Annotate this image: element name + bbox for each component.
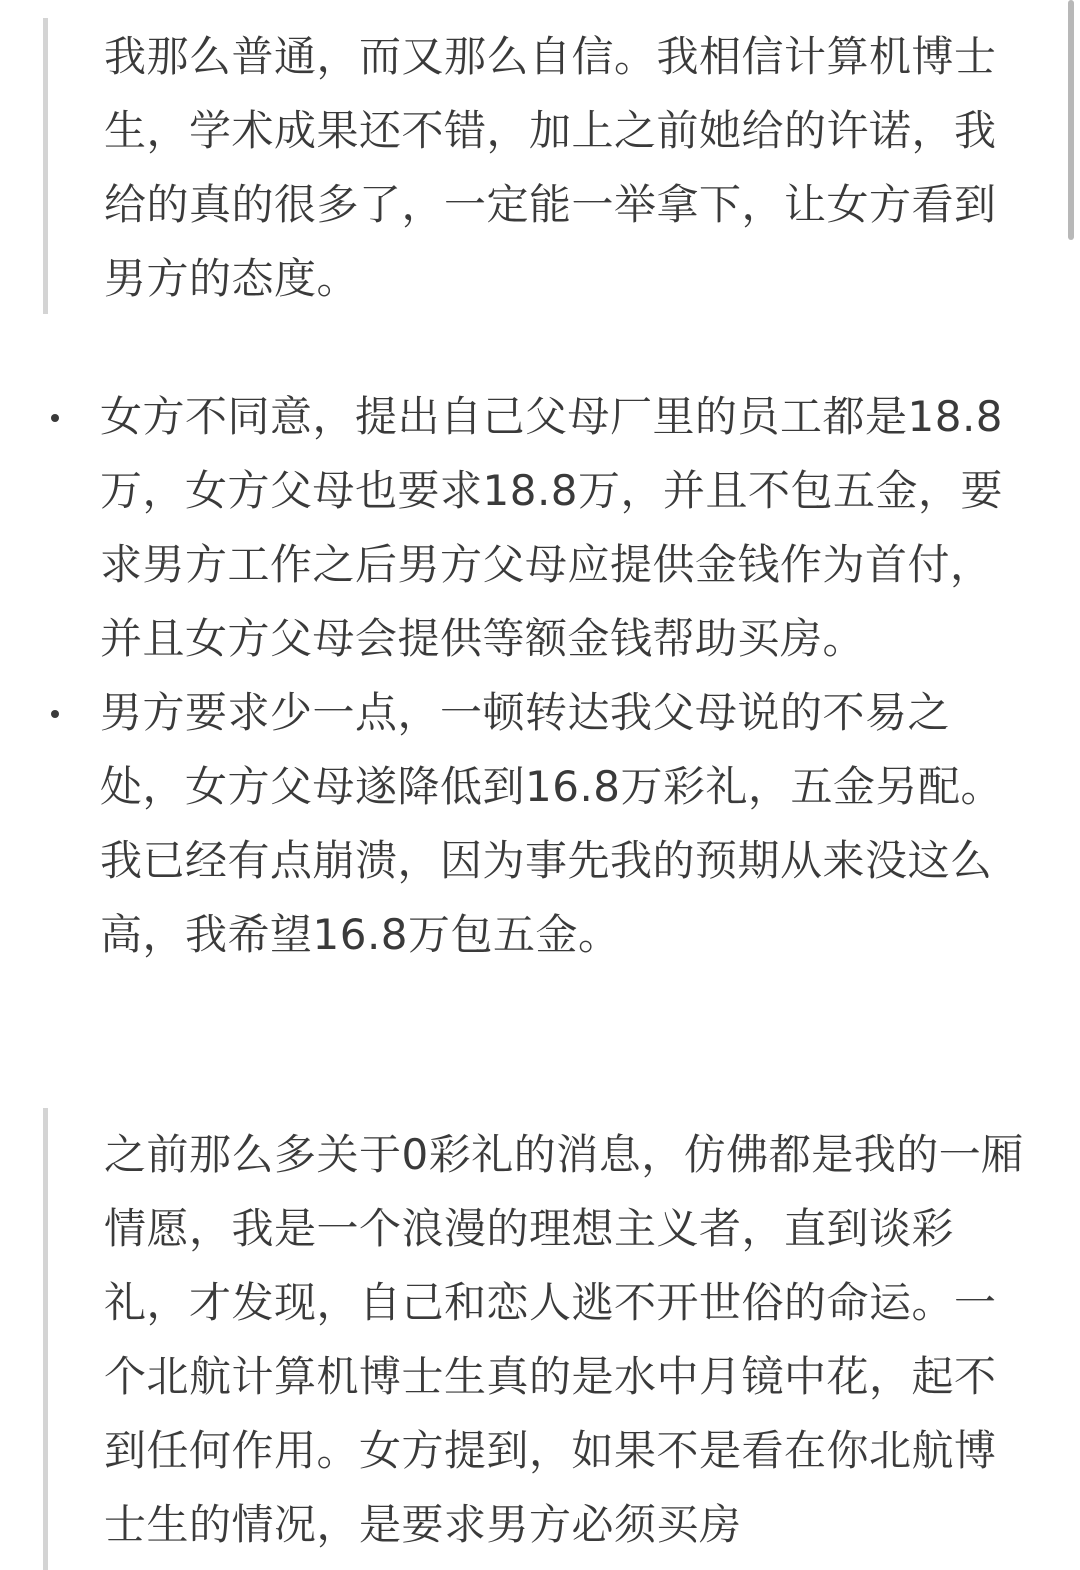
bullet-list xyxy=(0,380,1080,972)
bullet-dot-icon xyxy=(51,414,59,422)
bullet-dot-icon xyxy=(51,710,59,718)
scrollbar-thumb[interactable] xyxy=(1068,0,1074,240)
list-item-text: 男方要求少一点，一顿转达我父母说的不易之处，女方父母遂降低到16.8万彩礼，五金另配。我已经有点崩溃，因为事先我的预期从来没这么高，我希望16.8万包五金。 xyxy=(100,688,1004,959)
list-item xyxy=(0,676,1030,972)
list-item xyxy=(0,380,1030,676)
quote-text: 之前那么多关于0彩礼的消息，仿佛都是我的一厢情愿，我是一个浪漫的理想主义者，直到谈彩礼，才发现，自己和恋人逃不开世俗的命运。一个北航计算机博士生真的是水中月镜中花，起不到任何作用。女方提到，如果不是看在你北航博士生的情况，是要求男方必须买房 xyxy=(104,1130,1024,1549)
list-item-text: 女方不同意，提出自己父母厂里的员工都是18.8万，女方父母也要求18.8万，并且不包五金，要求男方工作之后男方父母应提供金钱作为首付，并且女方父母会提供等额金钱帮助买房。 xyxy=(100,392,1004,663)
blockquote xyxy=(43,1108,1038,1570)
quote-text: 我那么普通，而又那么自信。我相信计算机博士生，学术成果还不错，加上之前她给的许诺，我给的真的很多了，一定能一举拿下，让女方看到男方的态度。 xyxy=(104,32,997,303)
blockquote xyxy=(43,18,1038,314)
